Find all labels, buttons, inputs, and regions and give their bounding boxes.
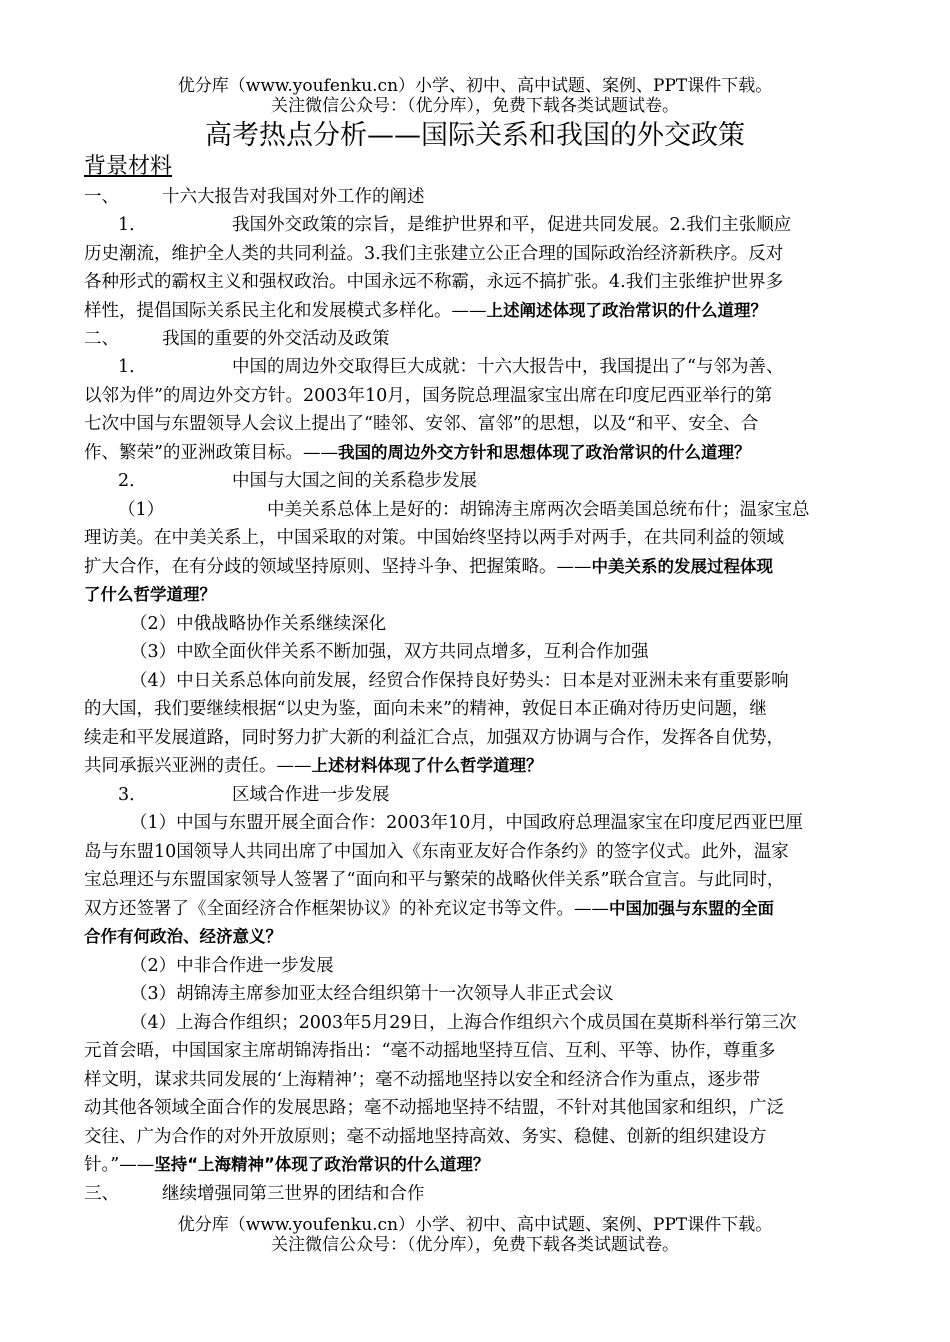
section-number: 二、 [84, 329, 119, 349]
paragraph-line: 动其他各领域全面合作的发展思路；毫不动摇地坚持不结盟，不针对其他国家和组织，广泛 [84, 1098, 784, 1118]
footer-line-1: 优分库（www.youfenku.cn）小学、初中、高中试题、案例、PPT课件下载。 [177, 1215, 773, 1235]
item-number: 3． [118, 785, 147, 805]
paragraph-line [84, 581, 216, 609]
paragraph-line: 各种形式的霸权主义和强权政治。中国永远不称霸，永远不搞扩张。4.我们主张维护世界多 [84, 272, 784, 292]
background-label: 背景材料 [84, 154, 173, 179]
text: 样性，提倡国际关系民主化和发展模式多样化。—— [84, 301, 487, 321]
text: 中国与大国之间的关系稳步发展 [232, 471, 477, 491]
subheading [84, 781, 390, 809]
header-line-2: 关注微信公众号：（优分库），免费下载各类试题试卷。 [271, 96, 679, 116]
paragraph-line [84, 1151, 489, 1179]
paragraph-line: 交往、广为合作的对外开放原则；毫不动摇地坚持高效、务实、稳健、创新的组织建设方 [84, 1127, 767, 1147]
text: 区域合作进一步发展 [232, 785, 390, 805]
paragraph-line [84, 496, 810, 524]
question: 中国加强与东盟的全面 [609, 899, 774, 918]
text: 我国外交政策的宗旨，是维护世界和平，促进共同发展。2.我们主张顺应 [232, 215, 792, 235]
subheading [84, 467, 477, 495]
text: 中美关系总体上是好的：胡锦涛主席两次会晤美国总统布什；温家宝总 [267, 500, 810, 520]
section-title: 继续增强同第三世界的团结和合作 [162, 1184, 425, 1204]
question: 坚持“上海精神”体现了政治常识的什么道理？ [154, 1155, 490, 1174]
question: 我国的周边外交方针和思想体现了政治常识的什么道理？ [337, 443, 751, 462]
section-number: 三、 [84, 1184, 119, 1204]
item-number: 1． [118, 357, 147, 377]
question: 了什么哲学道理？ [84, 585, 216, 604]
text: 作、繁荣”的亚洲政策目标。—— [84, 443, 338, 463]
list-item: （3）胡锦涛主席参加亚太经合组织第十一次领导人非正式会议 [130, 984, 614, 1004]
list-item: （4）上海合作组织；2003年5月29日，上海合作组织六个成员国在莫斯科举行第三次 [130, 1013, 797, 1033]
item-number: （1） [118, 500, 165, 520]
paragraph-line: 历史潮流，维护全人类的共同利益。3.我们主张建立公正合理的国际政治经济新秩序。反对 [84, 244, 784, 264]
list-item: （1）中国与东盟开展全面合作：2003年10月，中国政府总理温家宝在印度尼西亚巴厘 [130, 813, 803, 833]
paragraph-line [84, 752, 543, 780]
section-title: 我国的重要的外交活动及政策 [162, 329, 390, 349]
paragraph-line: 理访美。在中美关系上，中国采取的对策。中国始终坚持以两手对两手，在共同利益的领域 [84, 528, 784, 548]
paragraph-line: 七次中国与东盟领导人会议上提出了“睦邻、安邻、富邻”的思想，以及“和平、安全、合 [84, 414, 759, 434]
text: 针。”—— [84, 1155, 155, 1175]
question: 上述阐述体现了政治常识的什么道理？ [486, 301, 767, 320]
header-line-1: 优分库（www.youfenku.cn）小学、初中、高中试题、案例、PPT课件下载。 [177, 76, 773, 96]
list-item: （3）中欧全面伙伴关系不断加强，双方共同点增多，互利合作加强 [130, 642, 649, 662]
paragraph-line [84, 895, 774, 923]
section-number: 一、 [84, 187, 119, 207]
item-number: 2． [118, 471, 147, 491]
paragraph-line [84, 439, 750, 467]
section-title: 十六大报告对我国对外工作的阐述 [162, 187, 425, 207]
item-number: 1． [118, 215, 147, 235]
paragraph-line: 元首会晤，中国国家主席胡锦涛指出：“毫不动摇地坚持互信、互利、平等、协作，尊重多 [84, 1041, 776, 1061]
text: 扩大合作，在有分歧的领域坚持原则、坚持斗争、把握策略。—— [84, 557, 592, 577]
question: 中美关系的发展过程体现 [591, 557, 773, 576]
list-item: （4）中日关系总体向前发展，经贸合作保持良好势头：日本是对亚洲未来有重要影响 [130, 671, 789, 691]
paragraph-line [84, 297, 767, 325]
text: 双方还签署了《全面经济合作框架协议》的补充议定书等文件。—— [84, 899, 609, 919]
list-item: （2）中非合作进一步发展 [130, 956, 334, 976]
question: 上述材料体现了什么哲学道理？ [311, 756, 543, 775]
page-title: 高考热点分析——国际关系和我国的外交政策 [205, 120, 745, 151]
question: 合作有何政治、经济意义？ [84, 927, 282, 946]
paragraph-line: 续走和平发展道路，同时努力扩大新的利益汇合点，加强双方协调与合作，发挥各自优势， [84, 728, 784, 748]
list-item: （2）中俄战略协作关系继续深化 [130, 614, 387, 634]
section-1-heading [84, 183, 425, 211]
text: 共同承振兴亚洲的责任。—— [84, 756, 312, 776]
footer-line-2: 关注微信公众号：（优分库），免费下载各类试题试卷。 [271, 1235, 679, 1255]
section-3-heading [84, 1180, 425, 1208]
paragraph-line: 以邻为伴”的周边外交方针。2003年10月，国务院总理温家宝出席在印度尼西亚举行的第 [84, 386, 773, 406]
paragraph-line [84, 211, 791, 239]
paragraph-line: 样文明，谋求共同发展的‘上海精神’；毫不动摇地坚持以安全和经济合作为重点，逐步带 [84, 1070, 761, 1090]
paragraph-line [84, 353, 783, 381]
paragraph-line: 宝总理还与东盟国家领导人签署了“面向和平与繁荣的战略伙伴关系”联合宣言。与此同时， [84, 870, 785, 890]
paragraph-line [84, 923, 282, 951]
paragraph-line [84, 553, 773, 581]
paragraph-line: 岛与东盟10国领导人共同出席了中国加入《东南亚友好合作条约》的签字仪式。此外，温家 [84, 842, 789, 862]
text: 中国的周边外交取得巨大成就：十六大报告中，我国提出了“与邻为善、 [232, 357, 784, 377]
section-2-heading [84, 325, 390, 353]
paragraph-line: 的大国，我们要继续根据“以史为鉴，面向未来”的精神，敦促日本正确对待历史问题，继 [84, 699, 767, 719]
